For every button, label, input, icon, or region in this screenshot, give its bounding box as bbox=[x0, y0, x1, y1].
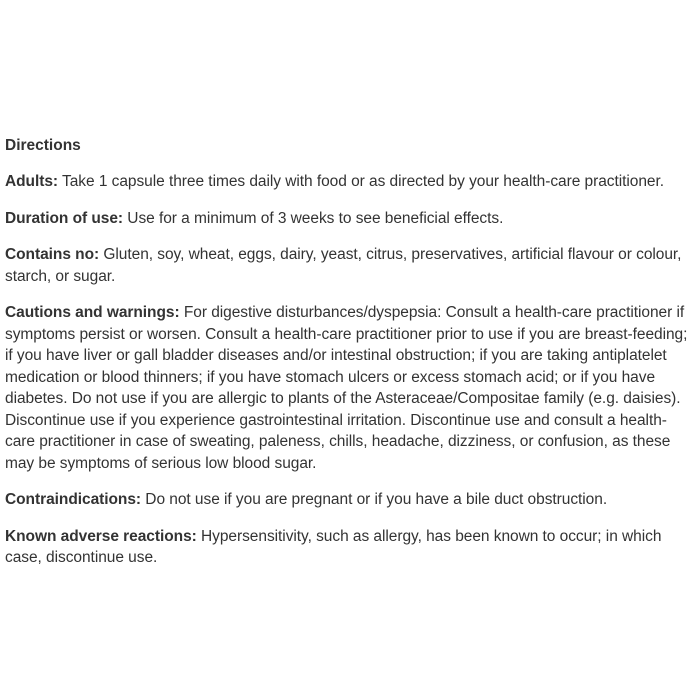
section-cautions-and-warnings bbox=[5, 302, 696, 474]
section-contraindications bbox=[5, 489, 696, 511]
section-text: Take 1 capsule three times daily with food or as directed by your health-care practitioner. bbox=[62, 173, 665, 190]
section-text: Do not use if you are pregnant or if you have a bile duct obstruction. bbox=[145, 491, 608, 508]
directions-heading: Directions bbox=[5, 137, 81, 154]
section-text: Gluten, soy, wheat, eggs, dairy, yeast, citrus, preservatives, artificial flavour or colour, starch, or sugar. bbox=[5, 246, 682, 285]
section-text: Hypersensitivity, such as allergy, has been known to occur; in which case, discontinue use. bbox=[5, 527, 662, 566]
section-label: Cautions and warnings: bbox=[5, 304, 180, 321]
section-adults bbox=[5, 171, 696, 193]
section-label: Contraindications: bbox=[5, 491, 142, 508]
section-label: Duration of use: bbox=[5, 209, 124, 227]
section-label: Adults: bbox=[5, 173, 59, 190]
section-text: For digestive disturbances/dyspepsia: Consult a health-care practitioner if symptoms persist or worsen. Consult a health-care practitioner prior to use if you are breast-feeding; if you have liver or gall bladder diseases and/or intestinal obstruction; if you are taking antiplatelet medication or blood thinners; if you have stomach ulcers or excess stomach acid; or if you have diabetes. Do not use if you are allergic to plants of the Asteraceae/Compositae family (e.g. daisies). Discontinue use if you experience gastrointestinal irritation. Discontinue use and consult a health-care practitioner in case of sweating, paleness, chills, headache, dizziness, or confusion, as these may be symptoms of serious low blood sugar. bbox=[5, 304, 688, 472]
section-contains-no bbox=[5, 244, 696, 287]
section-known-adverse-reactions bbox=[5, 526, 696, 569]
section-duration-of-use bbox=[5, 208, 696, 230]
section-label: Known adverse reactions: bbox=[5, 527, 197, 545]
section-text: Use for a minimum of 3 weeks to see beneficial effects. bbox=[127, 209, 504, 227]
section-label: Contains no: bbox=[5, 246, 100, 263]
